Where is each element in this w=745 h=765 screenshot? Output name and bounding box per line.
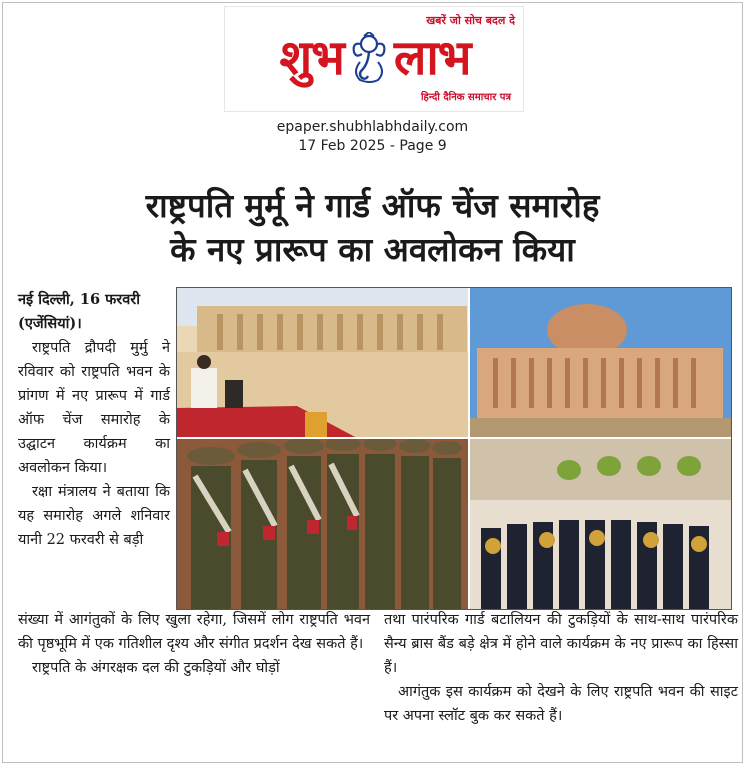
ganesh-icon xyxy=(346,32,392,84)
article-dateline: नई दिल्ली, 16 फरवरी (एजेंसियां)। xyxy=(18,291,140,332)
masthead xyxy=(224,6,524,112)
brand-right: लाभ xyxy=(393,30,471,86)
brand-left: शुभ xyxy=(279,30,344,86)
article-paragraph-2-continued: संख्या में आगंतुकों के लिए खुला रहेगा, जिसमें लोग राष्ट्रपति भवन की पृष्ठभूमि में एक गतिशील दृश्य और संगीत प्रदर्शन देख सकते हैं। xyxy=(18,612,370,652)
article-paragraph-1: राष्ट्रपति द्रौपदी मुर्मु ने रविवार को राष्ट्रपति भवन के प्रांगण में नए प्रारूप में गार्ड ऑफ चेंज समारोह के उद्घाटन कार्यक्रम का अवलोकन किया। xyxy=(18,340,170,476)
article-column-2 xyxy=(18,608,370,680)
article-column-3 xyxy=(384,608,738,728)
article-paragraph-3: राष्ट्रपति के अंगरक्षक दल की टुकड़ियों और घोड़ों xyxy=(32,660,280,676)
article-paragraph-3-continued: तथा पारंपरिक गार्ड बटालियन की टुकड़ियों के साथ-साथ पारंपरिक सैन्य ब्रास बैंड बड़े क्षेत्र में होने वाले कार्यक्रम के नए प्रारूप का हिस्सा हैं। xyxy=(384,612,738,676)
article-column-1 xyxy=(18,288,170,552)
source-site[interactable]: epaper.shubhlabhdaily.com xyxy=(276,119,469,135)
article-paragraph-2: रक्षा मंत्रालय ने बताया कि यह समारोह अगले शनिवार यानी 22 फरवरी से बड़ी xyxy=(18,484,170,548)
source-date-page: 17 Feb 2025 - Page 9 xyxy=(298,138,447,154)
masthead-tagline: खबरें जो सोच बदल दे xyxy=(426,14,515,27)
masthead-subtagline: हिन्दी दैनिक समाचार पत्र xyxy=(420,92,511,103)
headline-line-2: के नए प्रारूप का अवलोकन किया xyxy=(170,230,575,269)
brand-logo xyxy=(233,27,517,89)
news-photo-collage xyxy=(176,287,732,610)
photo-collage-graphic xyxy=(177,288,731,609)
headline-line-1: राष्ट्रपति मुर्मू ने गार्ड ऑफ चेंज समारोह xyxy=(145,186,600,225)
page-title xyxy=(0,184,745,272)
article-paragraph-4: आगंतुक इस कार्यक्रम को देखने के लिए राष्ट्रपति भवन की साइट पर अपना स्लॉट बुक कर सकते हैं। xyxy=(384,684,738,724)
source-info xyxy=(0,118,745,156)
